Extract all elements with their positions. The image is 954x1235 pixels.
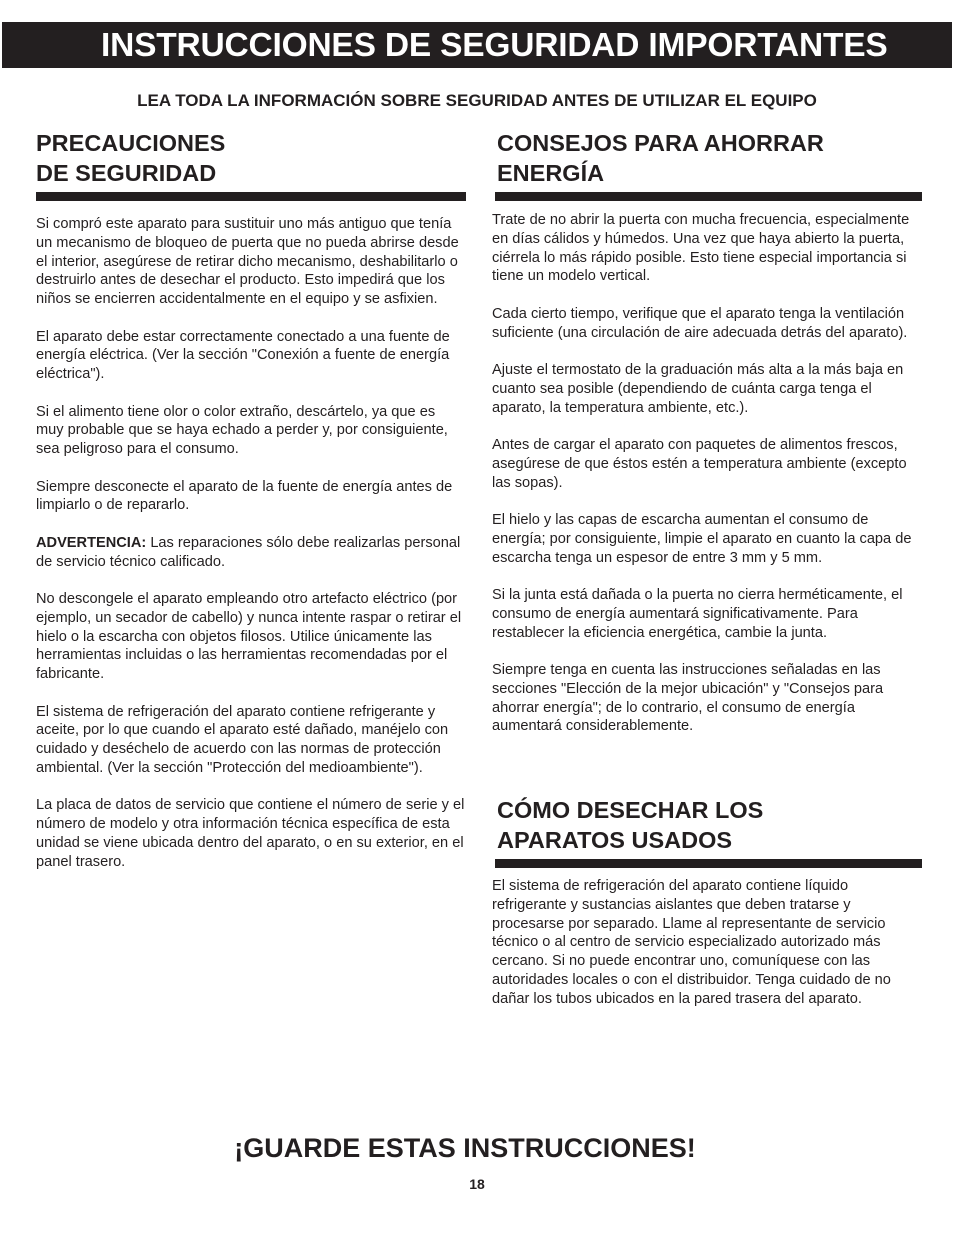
- heading-precauciones-line2: DE SEGURIDAD: [36, 160, 217, 186]
- heading-desechar-line2: APARATOS USADOS: [497, 827, 733, 853]
- heading-desechar-line1: CÓMO DESECHAR LOS: [497, 797, 764, 823]
- heading-precauciones-line1: PRECAUCIONES: [36, 130, 226, 156]
- paragraph: El hielo y las capas de escarcha aumentan el consumo de energía; por consiguiente, limpie el aparato en cuanto la capa de escarcha tenga un espesor de entre 3 mm y 5 mm.: [492, 512, 912, 566]
- section-divider: [495, 192, 922, 201]
- heading-consejos-line1: CONSEJOS PARA AHORRAR: [497, 130, 824, 156]
- warning-label: ADVERTENCIA:: [36, 534, 147, 551]
- page-subtitle: LEA TODA LA INFORMACIÓN SOBRE SEGURIDAD ANTES DE UTILIZAR EL EQUIPO: [137, 91, 817, 110]
- footer-title: ¡GUARDE ESTAS INSTRUCCIONES!: [234, 1133, 696, 1163]
- paragraph: La placa de datos de servicio que contiene el número de serie y el número de modelo y otra información técnica específica de esta unidad se viene ubicada dentro del aparato, o en su exterior, en el panel trasero.: [36, 797, 465, 870]
- precauciones-body: [36, 215, 466, 871]
- heading-precauciones: [36, 128, 466, 188]
- paragraph: El sistema de refrigeración del aparato contiene refrigerante y aceite, por lo que cuando el aparato esté dañado, manéjelo con cuidado y deséchelo de acuerdo con las normas de protección ambiental. (Ver la sección "Protección del medioambiente").: [36, 703, 449, 776]
- consejos-body: [492, 211, 924, 736]
- paragraph: Si el alimento tiene olor o color extraño, descártelo, ya que es muy probable que se haya echado a perder y, por consiguiente, sea peligroso para el consumo.: [36, 403, 448, 457]
- desechar-body: [492, 877, 924, 1008]
- heading-consejos-line2: ENERGÍA: [497, 160, 605, 186]
- paragraph: Siempre tenga en cuenta las instrucciones señaladas en las secciones "Elección de la mejor ubicación" y "Consejos para ahorrar energía"; de lo contrario, el consumo de energía aumentará considerablemente.: [492, 662, 884, 735]
- paragraph: Si la junta está dañada o la puerta no cierra herméticamente, el consumo de energía aumentará significativamente. Para restablecer la eficiencia energética, cambie la junta.: [492, 587, 903, 641]
- section-divider: [495, 859, 922, 868]
- paragraph: No descongele el aparato empleando otro artefacto eléctrico (por ejemplo, un secador de cabello) y nunca intente raspar o retirar el hielo o la escarcha con objetos filosos. Utilice únicamente las herramientas incluidas o las herramientas recomendadas por el fabricante.: [36, 591, 462, 682]
- section-precauciones: [36, 128, 466, 871]
- paragraph: El aparato debe estar correctamente conectado a una fuente de energía eléctrica. (Ver la sección "Conexión a fuente de energía eléctrica").: [36, 328, 450, 382]
- paragraph: Trate de no abrir la puerta con mucha frecuencia, especialmente en días cálidos y húmedos. Una vez que haya abierto la puerta, ciérrela lo más rápido posible. Esto tiene especial importancia si tiene un modelo vertical.: [492, 212, 910, 285]
- paragraph: Antes de cargar el aparato con paquetes de alimentos frescos, asegúrese de que éstos estén a temperatura ambiente (excepto las sopas).: [492, 437, 907, 491]
- section-consejos: [492, 128, 924, 736]
- paragraph-warning: [36, 534, 466, 572]
- paragraph: Siempre desconecte el aparato de la fuente de energía antes de limpiarlo o de repararlo.: [36, 478, 453, 514]
- paragraph: Cada cierto tiempo, verifique que el aparato tenga la ventilación suficiente (una circulación de aire adecuada detrás del aparato).: [492, 305, 908, 341]
- section-desechar: [492, 795, 924, 1008]
- paragraph: Si compró este aparato para sustituir uno más antiguo que tenía un mecanismo de bloqueo de puerta que no pueda abrirse desde el interior, asegúrese de retirar dicho mecanismo, deshabilitarlo o destruirlo antes de desechar el producto. Esto impedirá que los niños se encierren accidentalmente en el equipo y se asfixien.: [36, 216, 459, 307]
- page-title: INSTRUCCIONES DE SEGURIDAD IMPORTANTES: [101, 27, 888, 64]
- paragraph: El sistema de refrigeración del aparato contiene líquido refrigerante y sustancias aislantes que deben tratarse y procesarse por separado. Llame al representante de servicio técnico o al centro de servicio especializado autorizado más cercano. Si no puede encontrar uno, comuníquese con las autoridades locales o con el distribuidor. Tenga cuidado de no dañar los tubos ubicados en la pared trasera del aparato.: [492, 878, 891, 1007]
- paragraph: Ajuste el termostato de la graduación más alta a la más baja en cuanto sea posible (dependiendo de cuánta carga tenga el aparato, la temperatura ambiente, etc.).: [492, 362, 904, 416]
- page-number: 18: [469, 1176, 485, 1192]
- section-divider: [36, 192, 466, 201]
- title-banner: [2, 22, 952, 68]
- heading-desechar: [492, 795, 924, 855]
- heading-consejos: [492, 128, 924, 188]
- warning-text: Las reparaciones sólo debe realizarlas personal de servicio técnico calificado.: [36, 534, 461, 570]
